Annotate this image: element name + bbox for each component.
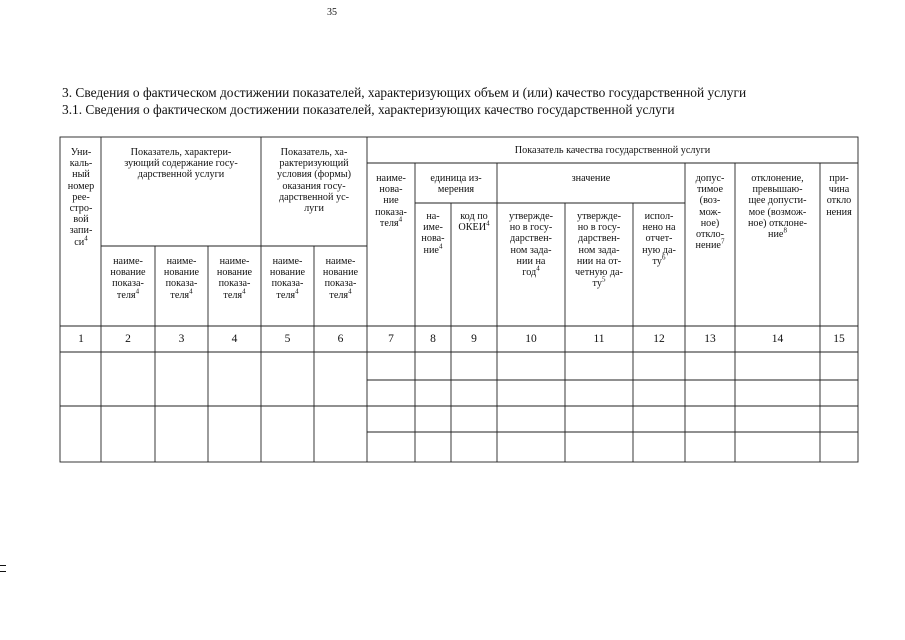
header-conditions-group: Показатель, ха- рактеризующий условия (формы) оказания госу- дарственной ус- луги [277, 147, 351, 215]
column-number-1: 1 [78, 333, 84, 345]
column-number-2: 2 [125, 333, 131, 345]
column-number-11: 11 [593, 333, 605, 345]
header-content-group: Показатель, характери- зующий содержание госу- дарственной услуги [124, 147, 238, 181]
header-allowed-deviation: допус- тимое (воз- мож- ное) откло- нение$^7$ [695, 173, 725, 252]
header-value-group: значение [571, 173, 611, 184]
page-edge-mark [0, 565, 6, 572]
column-number-13: 13 [704, 333, 716, 345]
section-heading-3-1: 3.1. Сведения о фактическом достижении показателей, характеризующих качество государственной услуги [62, 102, 675, 117]
section-heading-3: 3. Сведения о фактическом достижении показателей, характеризующих объем и (или) качество государственной услуги [62, 85, 747, 100]
column-number-6: 6 [337, 333, 344, 345]
header-indicator-name-3: наиме- нование показа- теля$^4$ [216, 256, 253, 301]
header-approved-date: утвержде- но в госу- дарствен- ном зада- нии на от- четную да- $ту^5$ [575, 211, 623, 290]
header-unit-name: на- име- нова- ние$^4$ [421, 211, 445, 256]
column-number-7: 7 [388, 333, 394, 345]
header-indicator-name-2: наиме- нование показа- теля$^4$ [163, 256, 200, 301]
header-indicator-name-4: наиме- нование показа- теля$^4$ [269, 256, 306, 301]
header-unique-number: Уни- каль- ный номер рее- стро- вой запи- $си^4$ [67, 147, 95, 248]
header-quality-group: Показатель качества государственной услуги [514, 145, 711, 156]
header-indicator-name-1: наиме- нование показа- теля$^4$ [110, 256, 146, 301]
header-executed: испол- нено на отчет- ную да- $ту^6$ [642, 211, 676, 267]
column-number-3: 3 [178, 333, 185, 345]
column-number-12: 12 [653, 333, 665, 345]
column-number-9: 9 [471, 333, 477, 345]
header-indicator-name-5: наиме- нование показа- теля$^4$ [322, 256, 359, 301]
header-approved-year: утвержде- но в госу- дарствен- ном зада- нии на год$^4$ [508, 211, 554, 279]
column-number-8: 8 [430, 333, 436, 345]
column-number-15: 15 [833, 333, 845, 345]
header-unit-group: единица из- мерения [430, 173, 482, 196]
header-quality-indicator-name: наиме- нова- ние показа- теля$^4$ [375, 173, 407, 229]
header-reason: при- чина откло нения [826, 173, 852, 218]
column-number-5: 5 [284, 333, 291, 345]
column-number-10: 10 [525, 333, 537, 345]
page-number: 35 [327, 7, 337, 18]
header-exceeding-deviation: отклонение, превышаю- щее допусти- мое (возмож- ное) отклоне- ние$^8$ [747, 173, 808, 241]
column-number-14: 14 [771, 333, 784, 345]
header-unit-okei: код по ОКЕИ$^4$ [458, 211, 490, 234]
column-number-4: 4 [231, 333, 238, 345]
